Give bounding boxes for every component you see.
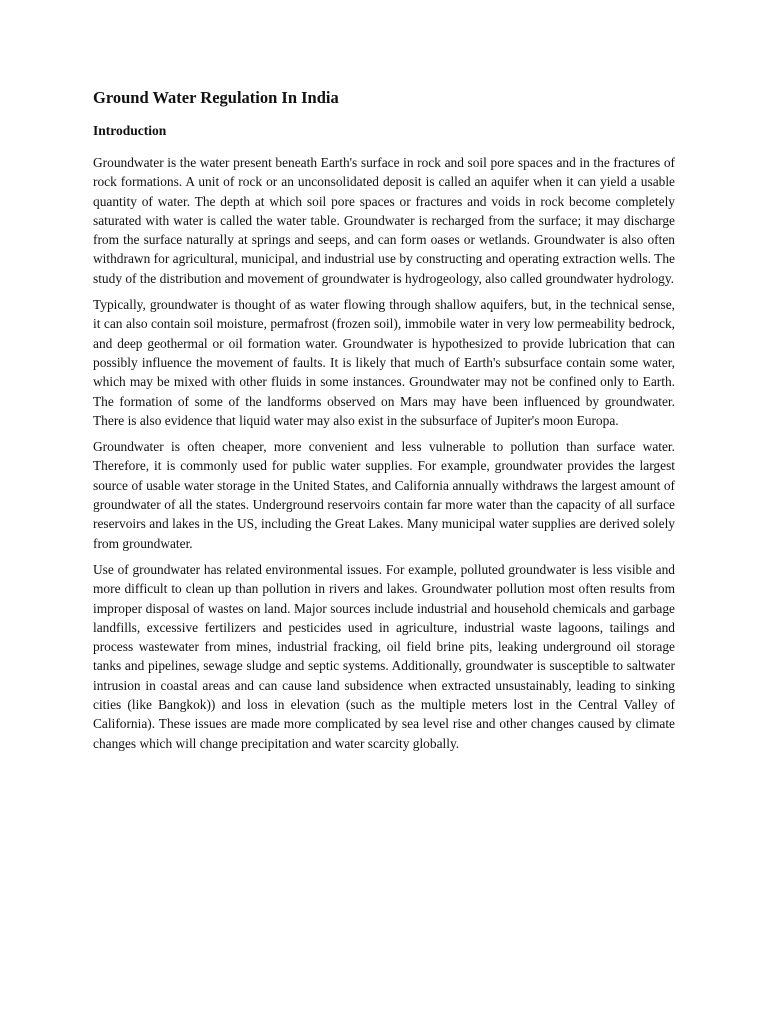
document-content (93, 86, 675, 760)
paragraph-groundwater-types: Typically, groundwater is thought of as water flowing through shallow aquifers, but, in the technical sense, it can also contain soil moisture, permafrost (frozen soil), immobile water in very low permeability bedrock, and deep geothermal or oil formation water. Groundwater is hypothesized to provide lubrication that can possibly influence the movement of faults. It is likely that much of Earth's subsurface contain some water, which may be mixed with other fluids in some instances. Groundwater may not be confined only to Earth. The formation of some of the landforms observed on Mars may have been influenced by groundwater. There is also evidence that liquid water may also exist in the subsurface of Jupiter's moon Europa. (93, 297, 675, 428)
section-heading-introduction: Introduction (93, 123, 167, 138)
paragraph-groundwater-uses: Groundwater is often cheaper, more convenient and less vulnerable to pollution than surface water. Therefore, it is commonly used for public water supplies. For example, groundwater provides the largest source of usable water storage in the United States, and California annually withdraws the largest amount of groundwater of all the states. Underground reservoirs contain far more water than the capacity of all surface reservoirs and lakes in the US, including the Great Lakes. Many municipal water supplies are derived solely from groundwater. (93, 439, 675, 551)
document-title: Ground Water Regulation In India (93, 88, 339, 107)
paragraph-environmental-issues: Use of groundwater has related environmental issues. For example, polluted groundwater is less visible and more difficult to clean up than pollution in rivers and lakes. Groundwater pollution most often results from improper disposal of wastes on land. Major sources include industrial and household chemicals and garbage landfills, excessive fertilizers and pesticides used in agriculture, industrial waste lagoons, tailings and process wastewater from mines, industrial fracking, oil field brine pits, leaking underground oil storage tanks and pipelines, sewage sludge and septic systems. Additionally, groundwater is susceptible to saltwater intrusion in coastal areas and can cause land subsidence when extracted unsustainably, leading to sinking cities (like Bangkok)) and loss in elevation (such as the multiple meters lost in the Central Valley of California). These issues are made more complicated by sea level rise and other changes caused by climate changes which will change precipitation and water scarcity globally. (93, 561, 675, 751)
paragraph-groundwater-definition: Groundwater is the water present beneath Earth's surface in rock and soil pore spaces and in the fractures of rock formations. A unit of rock or an unconsolidated deposit is called an aquifer when it can yield a usable quantity of water. The depth at which soil pore spaces or fractures and voids in rock become completely saturated with water is called the water table. Groundwater is recharged from the surface; it may discharge from the surface naturally at springs and seeps, and can form oases or wetlands. Groundwater is also often withdrawn for agricultural, municipal, and industrial use by constructing and operating extraction wells. The study of the distribution and movement of groundwater is hydrogeology, also called groundwater hydrology. (93, 155, 675, 286)
